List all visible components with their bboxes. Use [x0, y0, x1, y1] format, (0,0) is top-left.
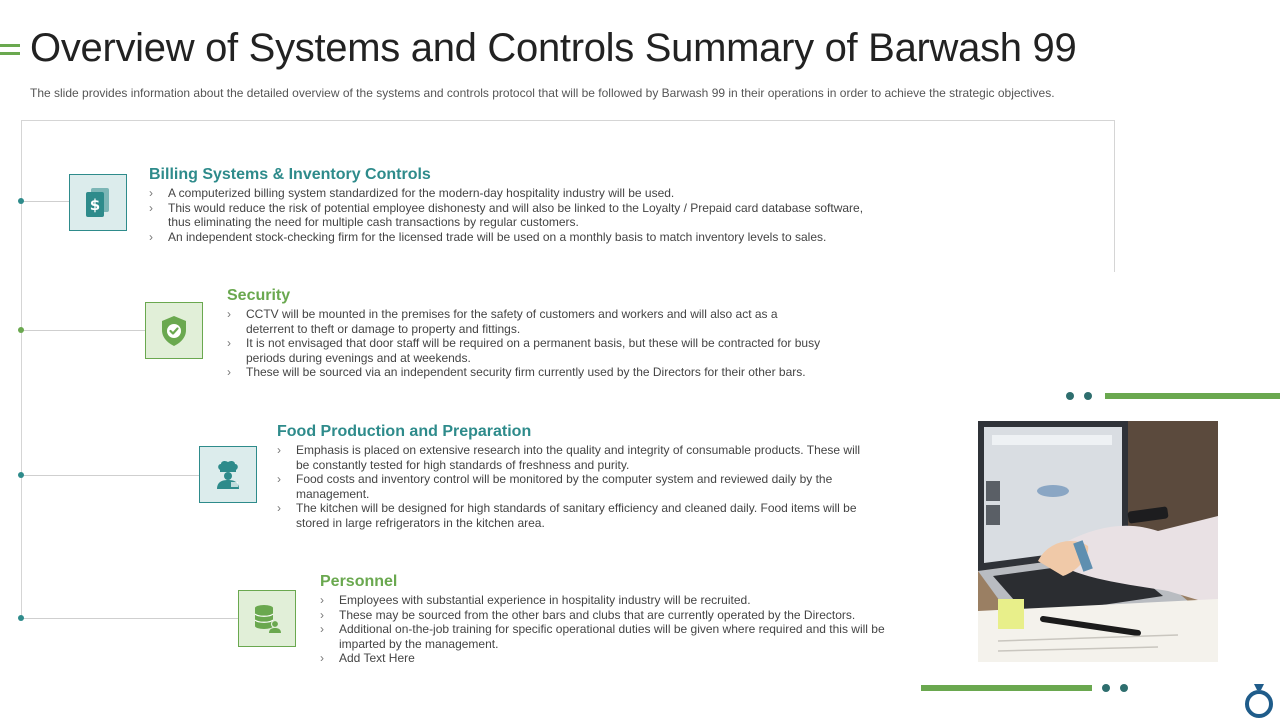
- section-security: [227, 287, 837, 380]
- list-item: › The kitchen will be designed for high standards of sanitary efficiency and cleaned daily. Food items will be stored in large refrigerators in the kitchen area.: [277, 501, 871, 530]
- section-heading: Food Production and Preparation: [277, 423, 532, 440]
- money-bag-logo-icon: [1244, 682, 1274, 718]
- section-heading: Security: [227, 287, 291, 304]
- personnel-database-icon: [253, 604, 281, 634]
- section-food: [277, 423, 877, 530]
- list-item: › These may be sourced from the other bars and clubs that are currently operated by the Directors.: [320, 608, 920, 623]
- food-icon-box: [199, 446, 257, 503]
- decor-dot: [1066, 392, 1074, 400]
- shield-check-icon: [160, 315, 188, 347]
- decor-dot: [1120, 684, 1128, 692]
- list-item: › This would reduce the risk of potential employee dishonesty and will also be linked to the Loyalty / Prepaid card database software, thus eliminating the need for multiple cash transactions by regular customers.: [149, 201, 868, 230]
- section-billing: [149, 166, 889, 244]
- list-item: › Food costs and inventory control will be monitored by the computer system and reviewed daily by the management.: [277, 472, 856, 501]
- chef-icon: [213, 460, 243, 490]
- frame-right-line: [1114, 120, 1115, 272]
- section-heading: Personnel: [320, 573, 398, 590]
- decor-line-top: [1105, 393, 1280, 399]
- connector-line-4: [21, 618, 238, 619]
- dollar-document-icon: [85, 188, 111, 218]
- timeline-dot-4: [18, 615, 24, 621]
- connector-line-3: [21, 475, 199, 476]
- frame-left-line: [21, 120, 22, 620]
- personnel-icon-box: [238, 590, 296, 647]
- list-item: › Additional on-the-job training for specific operational duties will be given where required and this will be imparted by the management.: [320, 622, 909, 651]
- page-title: Overview of Systems and Controls Summary of Barwash 99: [30, 26, 1077, 70]
- page-subtitle: The slide provides information about the detailed overview of the systems and controls protocol that will be followed by Barwash 99 in their operations in order to achieve the strategic objectives.: [30, 86, 1055, 100]
- title-accent-bars: [0, 44, 20, 58]
- decor-dot: [1102, 684, 1110, 692]
- list-item: › These will be sourced via an independent security firm currently used by the Directors for their other bars.: [227, 365, 837, 380]
- timeline-dot-2: [18, 327, 24, 333]
- list-item: › An independent stock-checking firm for the licensed trade will be used on a monthly basis to match inventory levels to sales.: [149, 230, 889, 245]
- list-item: › It is not envisaged that door staff will be required on a permanent basis, but these will be contracted for busy periods during evenings and at weekends.: [227, 336, 841, 365]
- connector-line-1: [21, 201, 69, 202]
- connector-line-2: [21, 330, 145, 331]
- section-personnel: [320, 573, 920, 666]
- decor-dot: [1084, 392, 1092, 400]
- security-icon-box: [145, 302, 203, 359]
- frame-top-line: [21, 120, 1115, 121]
- laptop-illustration: [978, 421, 1218, 662]
- list-item: › CCTV will be mounted in the premises for the safety of customers and workers and will also act as a deterrent to theft or damage to property and fittings.: [227, 307, 801, 336]
- list-item: › Employees with substantial experience in hospitality industry will be recruited.: [320, 593, 920, 608]
- list-item: › Add Text Here: [320, 651, 920, 666]
- section-heading: Billing Systems & Inventory Controls: [149, 166, 431, 183]
- svg-text:$: $: [89, 195, 101, 214]
- laptop-photo: [978, 421, 1218, 662]
- list-item: › Emphasis is placed on extensive research into the quality and integrity of consumable products. These will be constantly tested for high standards of freshness and purity.: [277, 443, 871, 472]
- timeline-dot-1: [18, 198, 24, 204]
- list-item: › A computerized billing system standardized for the modern-day hospitality industry will be used.: [149, 186, 889, 201]
- decor-line-bottom: [921, 685, 1092, 691]
- timeline-dot-3: [18, 472, 24, 478]
- billing-icon-box: [69, 174, 127, 231]
